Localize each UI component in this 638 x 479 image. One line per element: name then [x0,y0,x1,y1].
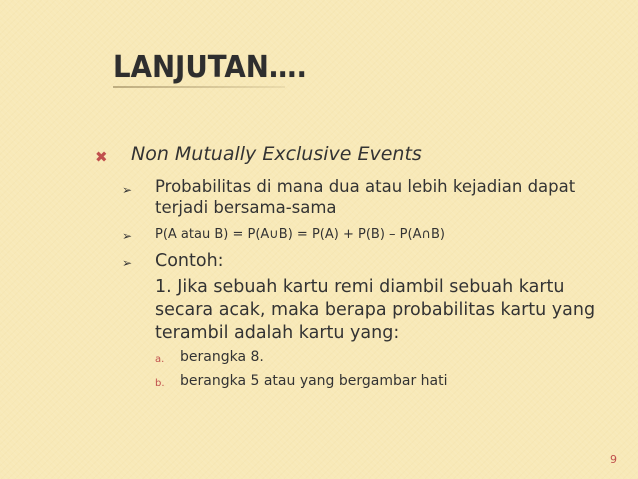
subitem-b-text: berangka 5 atau yang bergambar hati [180,373,448,389]
example-line-3: terambil adalah kartu yang: [155,323,400,343]
example-line-1: 1. Jika sebuah kartu remi diambil sebuah kartu [155,277,565,297]
point-1-line-2: terjadi bersama-sama [155,198,337,217]
x-mark-icon: ✖ [95,148,108,166]
arrowhead-bullet-icon: ➢ [122,183,133,197]
point-1-line-1: Probabilitas di mana dua atau lebih kejadian dapat [155,177,576,196]
subitem-a-text: berangka 8. [180,349,264,365]
main-bullet-text: Non Mutually Exclusive Events [131,143,422,165]
point-3-label: Contoh: [155,251,224,271]
slide-title: LANJUTAN…. [113,50,307,85]
subitem-a-letter: a. [155,354,165,365]
example-line-2: secara acak, maka berapa probabilitas kartu yang [155,300,596,320]
page-number: 9 [610,453,617,466]
arrowhead-bullet-icon: ➢ [122,229,133,243]
arrowhead-bullet-icon: ➢ [122,256,133,270]
point-2-formula: P(A atau B) = P(A∪B) = P(A) + P(B) – P(A∩B) [155,227,445,242]
subitem-b-letter: b. [155,378,165,389]
title-underline [113,86,285,88]
